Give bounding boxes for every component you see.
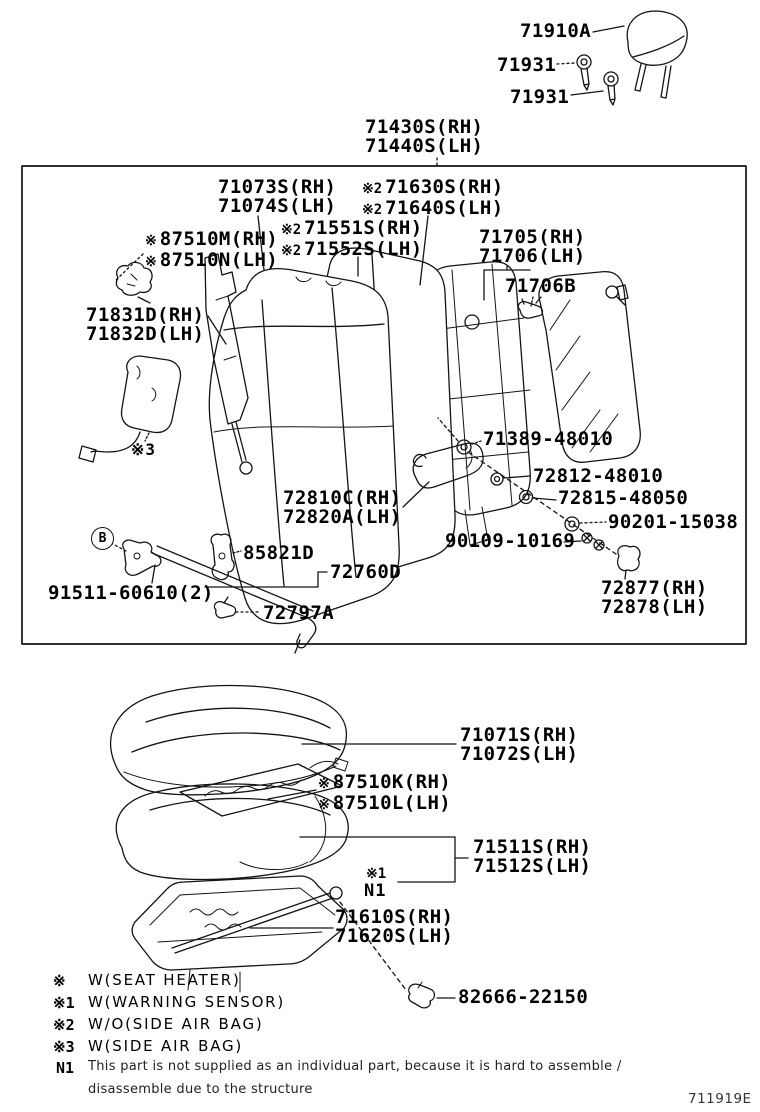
mount-bracket-drawing — [123, 540, 161, 575]
legend-sym-wo-airbag: ※2 — [53, 1016, 75, 1034]
label-link-72760: 72760D — [330, 561, 402, 583]
label-seatback-cover: 71073S(RH) 71074S(LH) — [218, 176, 337, 217]
clip-82666-drawing — [409, 982, 435, 1008]
legend-sym-w-airbag: ※3 — [53, 1038, 75, 1056]
label-seatback-assy: 71430S(RH) 71440S(LH) — [365, 116, 484, 157]
headrest-drawing — [627, 11, 687, 98]
headrest-bolts-drawing — [577, 55, 618, 105]
frame-clip-drawing — [518, 297, 542, 318]
label-cushion-frame: 71610S(RH) 71620S(LH) — [335, 906, 454, 947]
legend-sym-note: N1 — [56, 1059, 75, 1077]
side-airbag-drawing — [79, 356, 181, 462]
nut-71389-drawing — [457, 440, 471, 454]
label-pad-mark-star: ※1 — [366, 866, 387, 882]
label-screw-90109: 90109-10169 — [445, 530, 576, 552]
label-hinge-85821: 85821D — [243, 542, 315, 564]
legend-text-heater: W(SEAT HEATER) — [88, 971, 241, 989]
label-armrest: 72810C(RH) 72820A(LH) — [283, 487, 402, 528]
leader-72812 — [504, 476, 530, 478]
drawing-number: 711919E — [688, 1091, 752, 1107]
label-frame-clip: 71706B — [505, 275, 577, 297]
label-bolt-91511: 91511-60610(2) — [48, 582, 214, 604]
label-pad-mark-note: N1 — [364, 881, 387, 901]
legend-text-warning: W(WARNING SENSOR) — [88, 993, 286, 1011]
cushion-cover-drawing — [111, 686, 347, 795]
label-knob: 72877(RH) 72878(LH) — [601, 577, 708, 618]
leader-71831D-a — [138, 297, 150, 303]
label-collar-72815: 72815-48050 — [558, 487, 689, 509]
screws-90109-drawing — [582, 533, 604, 550]
leader-71931-upper — [557, 63, 575, 64]
label-cushion-heater: ※ 87510K(RH) ※ 87510L(LH) — [318, 771, 452, 814]
leader-71910A — [593, 26, 624, 32]
leader-71931-lower — [571, 91, 603, 95]
label-bush-72812: 72812-48010 — [533, 465, 664, 487]
collar-72815-drawing — [520, 491, 533, 504]
label-seatback-heater: ※ 87510M(RH) ※ 87510N(LH) — [145, 228, 279, 271]
label-clip-82666: 82666-22150 — [458, 986, 589, 1008]
legend-text-w-airbag: W(SIDE AIR BAG) — [88, 1037, 244, 1055]
label-nut-71389: 71389-48010 — [483, 428, 614, 450]
label-cushion-cover: 71071S(RH) 71072S(LH) — [460, 724, 579, 765]
label-washer-90201: 90201-15038 — [608, 511, 739, 533]
legend-sym-heater: ※ — [53, 972, 66, 990]
label-seatback-board: ※2 71630S(RH) ※2 71640S(LH) — [362, 176, 504, 219]
leader-91511 — [152, 565, 155, 583]
cushion-pad-drawing — [116, 784, 348, 880]
label-headrest-bolt-lower: 71931 — [510, 86, 570, 108]
label-shield: 71831D(RH) 71832D(LH) — [86, 304, 205, 345]
legend-note-line2: disassemble due to the structure — [88, 1082, 313, 1097]
label-airbag-mark: ※3 — [131, 440, 157, 459]
legend-note-line1: This part is not supplied as an individual part, because it is hard to assemble / — [88, 1059, 622, 1074]
label-headrest: 71910A — [520, 20, 592, 42]
leader-90201 — [580, 522, 606, 523]
label-seatback-pad: ※2 71551S(RH) ※2 71552S(LH) — [281, 217, 423, 260]
clip-72797-drawing — [214, 597, 235, 618]
legend-sym-warning: ※1 — [53, 994, 75, 1012]
marker-b-circle: B — [91, 527, 114, 550]
label-headrest-bolt-upper: 71931 — [497, 54, 557, 76]
knob-72877-drawing — [618, 546, 640, 579]
label-cushion-pad: 71511S(RH) 71512S(LH) — [473, 836, 592, 877]
bush-72812-drawing — [491, 473, 503, 485]
legend-text-wo-airbag: W/O(SIDE AIR BAG) — [88, 1015, 264, 1033]
leader-71389 — [472, 441, 481, 444]
label-seatback-frame: 71705(RH) 71706(LH) — [479, 226, 586, 267]
washer-90201-drawing — [565, 517, 579, 531]
label-clip-72797: 72797A — [263, 602, 335, 624]
